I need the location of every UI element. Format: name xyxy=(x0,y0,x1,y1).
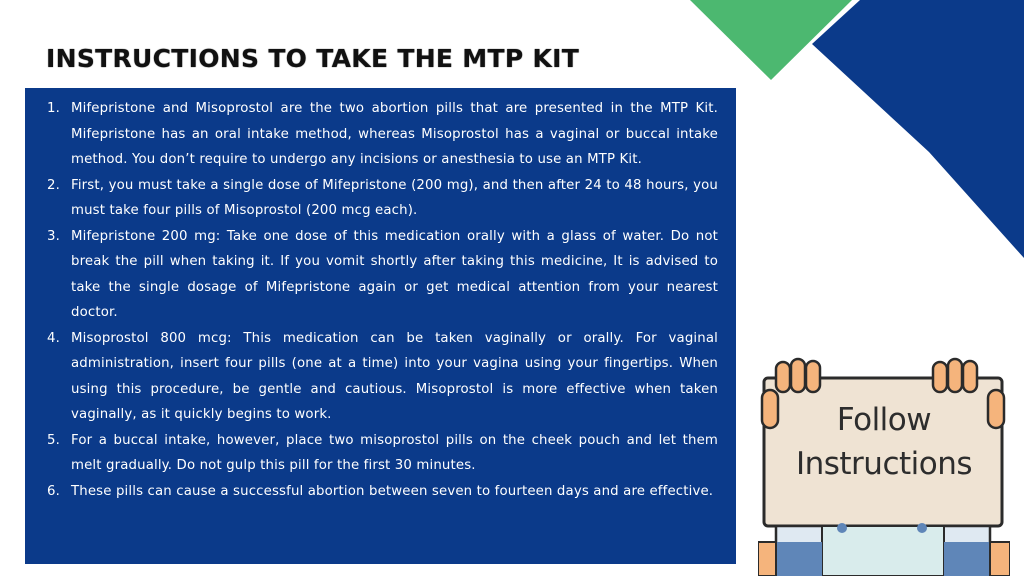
step-text: Mifepristone and Misoprostol are the two abortion pills that are presented in the MTP Kit. Mifepristone has an oral intake method, whereas Misoprostol has a vaginal or buccal intake method. You don’t require to undergo any incisions or anesthesia to use an MTP Kit. xyxy=(71,101,718,167)
instruction-step xyxy=(47,326,718,428)
step-number: 6. xyxy=(47,483,60,499)
instruction-list xyxy=(47,96,718,504)
sign-line-instructions: Instructions xyxy=(795,446,973,482)
follow-instructions-illustration xyxy=(758,350,1010,576)
step-text: Mifepristone 200 mg: Take one dose of this medication orally with a glass of water. Do not break the pill when taking it. If you vomit shortly after taking this medicine, It is advised to take the single dosage of Mifepristone again or get medical attention from your nearest doctor. xyxy=(71,228,718,320)
step-number: 2. xyxy=(47,177,60,193)
step-number: 3. xyxy=(47,228,60,244)
instructions-panel xyxy=(25,88,736,564)
shirt-icon xyxy=(758,523,1010,576)
instruction-step xyxy=(47,173,718,224)
step-number: 5. xyxy=(47,432,60,448)
instruction-step xyxy=(47,479,718,505)
step-text: For a buccal intake, however, place two misoprostol pills on the cheek pouch and let them melt gradually. Do not gulp this pill for the first 30 minutes. xyxy=(71,432,718,473)
instruction-step xyxy=(47,96,718,173)
sign-line-follow: Follow xyxy=(836,402,932,438)
instruction-step xyxy=(47,224,718,326)
slide-title: INSTRUCTIONS TO TAKE THE MTP KIT xyxy=(46,44,580,73)
step-text: First, you must take a single dose of Mifepristone (200 mg), and then after 24 to 48 hours, you must take four pills of Misoprostol (200 mcg each). xyxy=(71,177,718,218)
instruction-step xyxy=(47,428,718,479)
step-text: Misoprostol 800 mcg: This medication can be taken vaginally or orally. For vaginal administration, insert four pills (one at a time) into your vagina using your fingertips. When using this procedure, be gentle and cautious. Misoprostol is more effective when taken vaginally, as it quickly begins to work. xyxy=(71,330,718,422)
step-text: These pills can cause a successful abortion between seven to fourteen days and are effective. xyxy=(71,483,714,499)
navy-triangle xyxy=(812,44,1024,258)
step-number: 4. xyxy=(47,330,60,346)
step-number: 1. xyxy=(47,101,60,116)
